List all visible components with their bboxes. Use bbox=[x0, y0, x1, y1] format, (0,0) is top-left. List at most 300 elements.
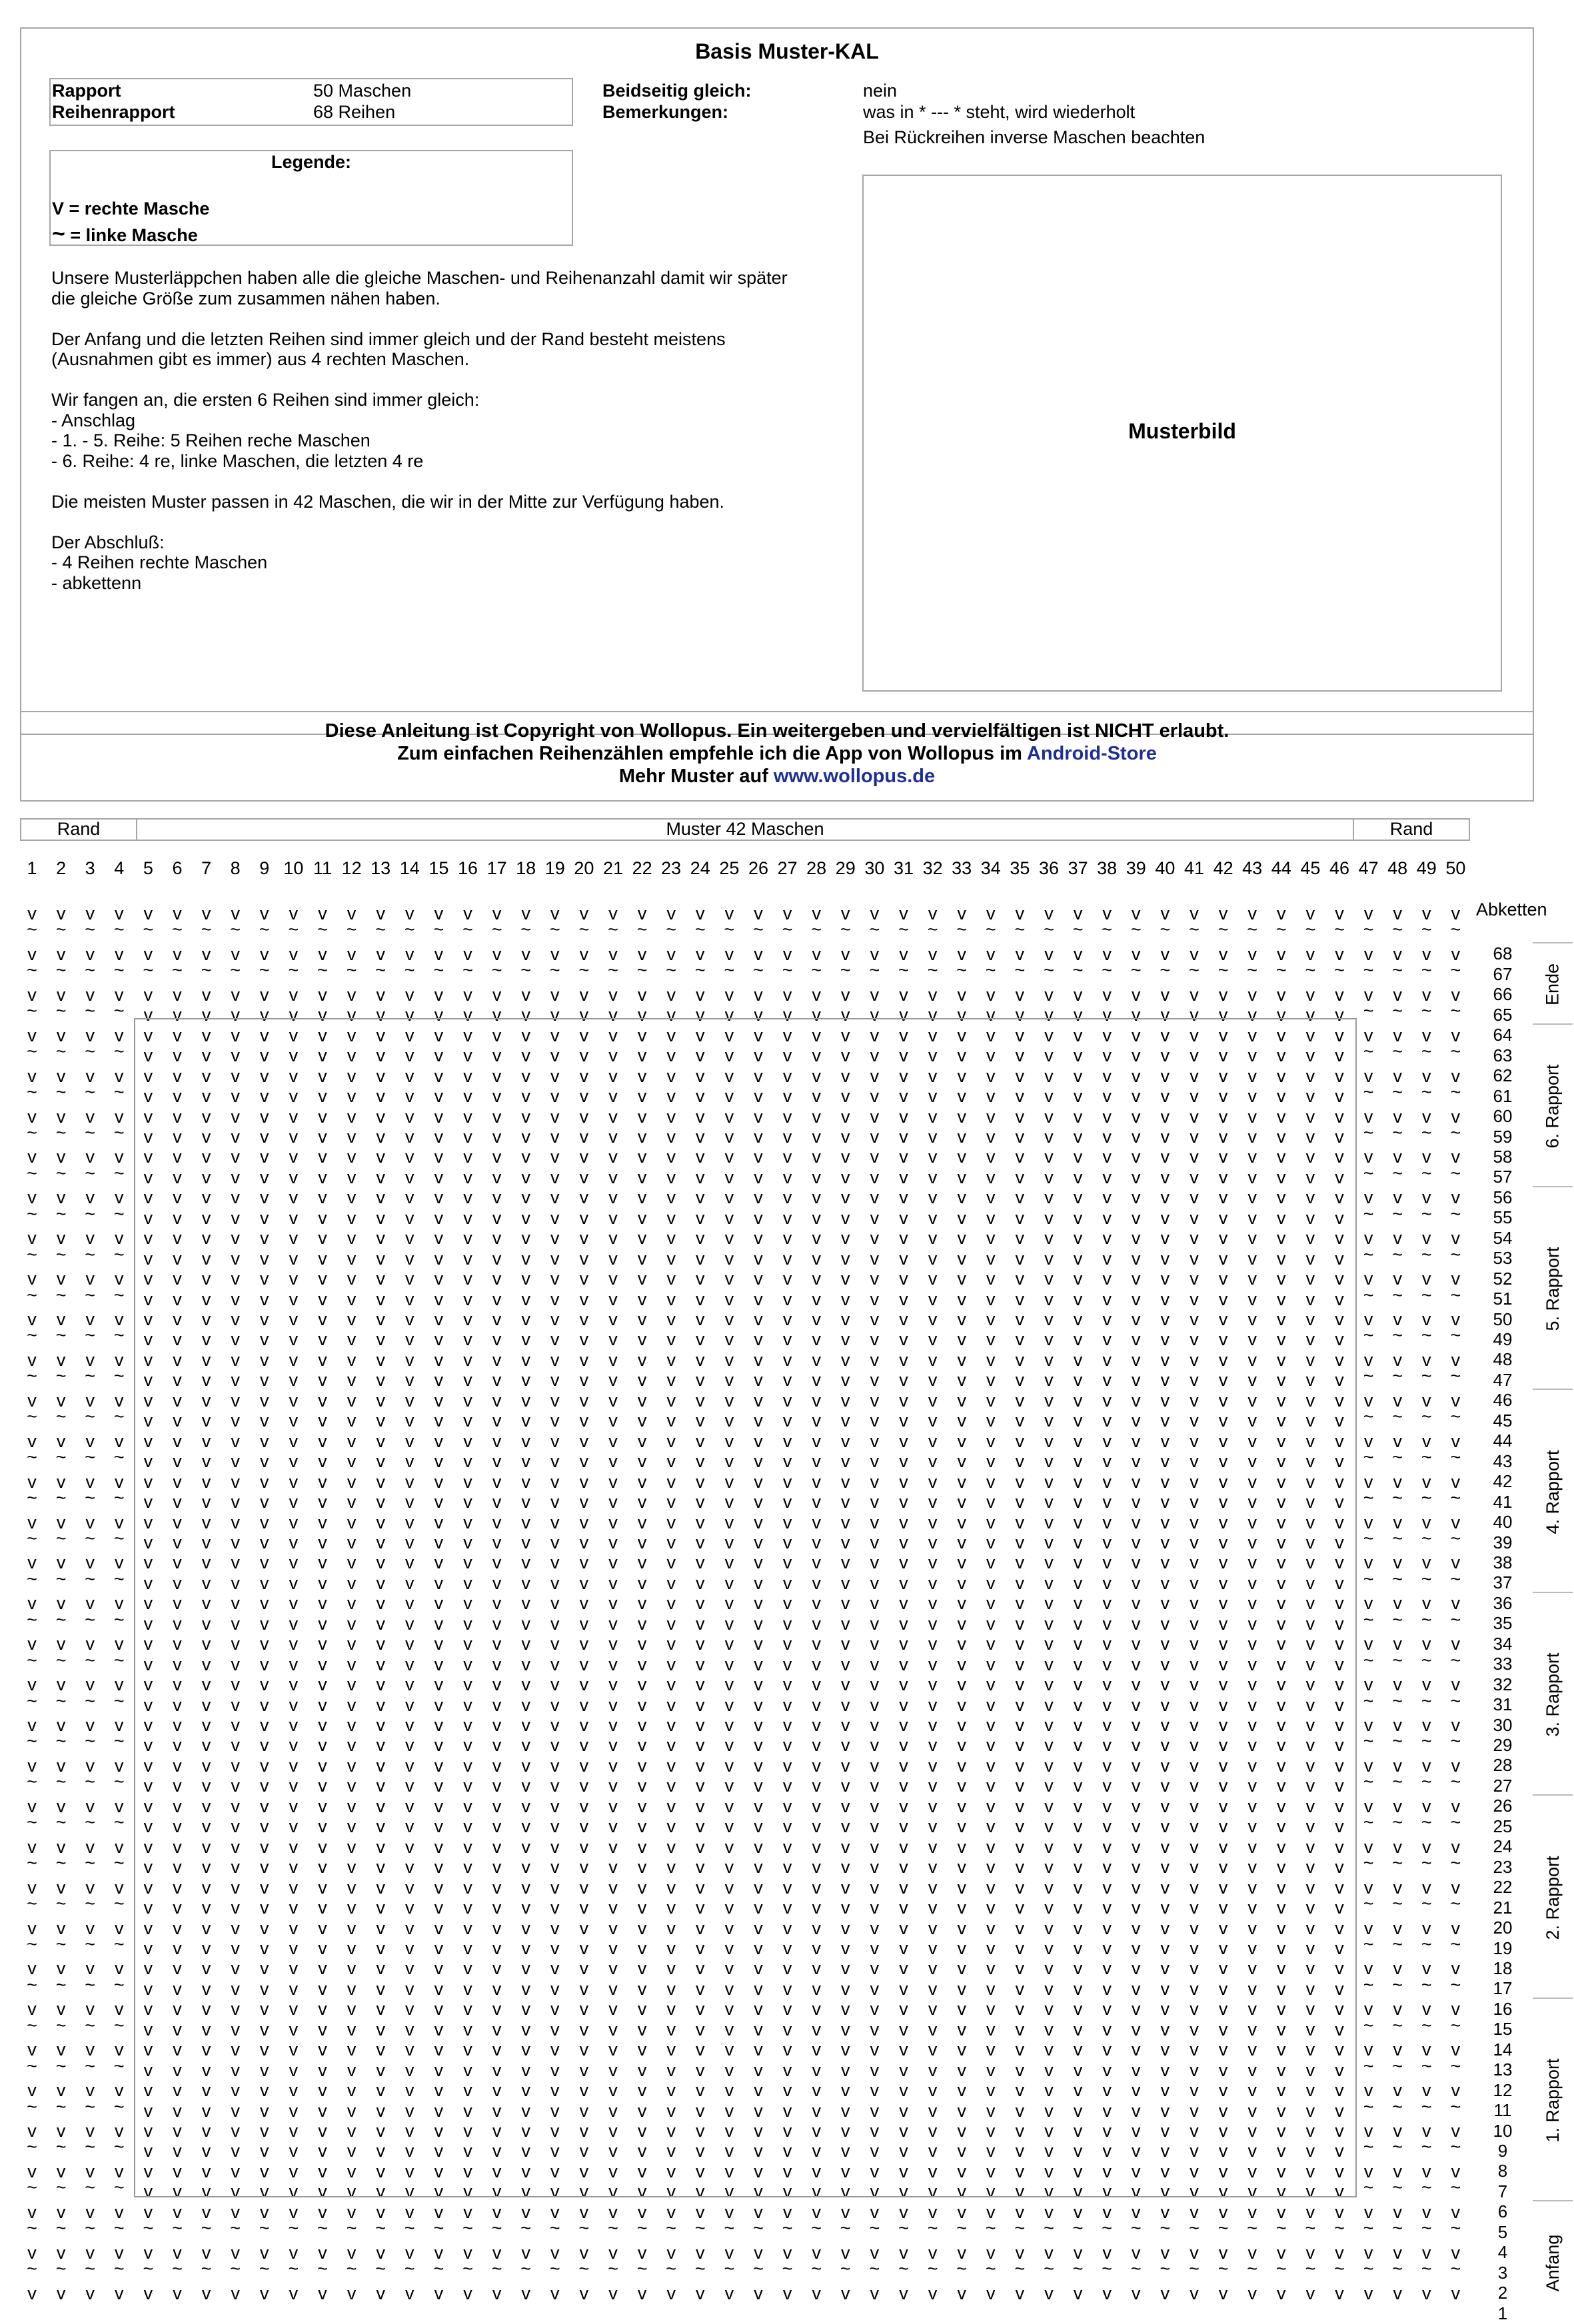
stitch: v bbox=[1189, 2121, 1199, 2141]
stitch: v bbox=[579, 2141, 589, 2161]
stitch: ~ bbox=[1450, 2015, 1461, 2035]
stitch: v bbox=[1247, 1552, 1257, 1573]
stitch: v bbox=[1073, 903, 1083, 923]
stitch: v bbox=[812, 1248, 821, 1269]
stitch: v bbox=[754, 2161, 763, 2181]
stitch: ~ bbox=[55, 1407, 67, 1427]
stitch: v bbox=[841, 1289, 850, 1309]
column-number: 3 bbox=[85, 858, 95, 878]
stitch: v bbox=[85, 1877, 95, 1898]
stitch: v bbox=[1335, 2080, 1344, 2101]
stitch: v bbox=[1015, 2201, 1025, 2222]
stitch: v bbox=[492, 1207, 502, 1228]
stitch: ~ bbox=[55, 2096, 67, 2117]
stitch: v bbox=[231, 1126, 240, 1147]
stitch: v bbox=[1073, 2141, 1083, 2161]
stitch: v bbox=[1044, 2242, 1054, 2263]
stitch: v bbox=[115, 1593, 124, 1614]
stitch: v bbox=[1160, 1471, 1170, 1492]
stitch: v bbox=[1247, 1512, 1257, 1532]
stitch: v bbox=[841, 2161, 850, 2181]
stitch: ~ bbox=[85, 919, 96, 940]
stitch: v bbox=[1363, 903, 1373, 923]
stitch: v bbox=[608, 1958, 618, 1979]
stitch: v bbox=[986, 903, 996, 923]
stitch: v bbox=[201, 1958, 211, 1979]
stitch: v bbox=[666, 1857, 676, 1878]
stitch: ~ bbox=[1450, 1407, 1461, 1427]
stitch: v bbox=[1247, 2181, 1257, 2202]
column-number: 25 bbox=[719, 858, 740, 878]
android-store-link[interactable]: Android-Store bbox=[1026, 743, 1157, 764]
stitch: ~ bbox=[956, 960, 968, 981]
stitch: v bbox=[463, 1147, 472, 1167]
stitch: v bbox=[724, 1674, 734, 1695]
stitch: v bbox=[724, 1329, 734, 1350]
stitch: v bbox=[899, 1776, 908, 1796]
row-number: 7 bbox=[1497, 2181, 1508, 2201]
stitch: v bbox=[521, 1309, 530, 1329]
stitch: v bbox=[434, 2242, 444, 2263]
stitch: v bbox=[492, 1248, 502, 1269]
stitch: v bbox=[201, 1228, 211, 1249]
stitch: ~ bbox=[1392, 1609, 1403, 1630]
stitch: v bbox=[1335, 1431, 1344, 1451]
stitch: v bbox=[318, 1572, 327, 1593]
stitch: v bbox=[1073, 1471, 1083, 1492]
row-number: 63 bbox=[1493, 1045, 1513, 1065]
stitch: v bbox=[696, 2100, 705, 2121]
stitch: v bbox=[782, 2121, 792, 2141]
stitch: v bbox=[201, 1572, 211, 1593]
stitch: v bbox=[1073, 2121, 1083, 2141]
stitch: v bbox=[1073, 1248, 1083, 1269]
stitch: v bbox=[289, 2080, 299, 2101]
stitch: v bbox=[201, 1390, 211, 1411]
stitch: v bbox=[754, 1776, 763, 1796]
stitch: v bbox=[754, 1715, 763, 1735]
stitch: v bbox=[782, 1086, 792, 1107]
stitch: v bbox=[1247, 2161, 1257, 2181]
stitch: v bbox=[1044, 2181, 1054, 2202]
stitch: v bbox=[1015, 1918, 1025, 1938]
stitch: v bbox=[201, 2141, 211, 2161]
stitch: v bbox=[376, 1086, 385, 1107]
stitch: ~ bbox=[1450, 1122, 1461, 1143]
stitch: v bbox=[405, 1674, 414, 1695]
stitch: v bbox=[579, 1248, 589, 1269]
stitch: v bbox=[1044, 1228, 1054, 1249]
stitch: v bbox=[347, 1715, 357, 1735]
stitch: v bbox=[143, 1269, 153, 1289]
stitch: v bbox=[318, 1674, 327, 1695]
stitch: v bbox=[841, 2201, 850, 2222]
stitch: v bbox=[899, 2141, 908, 2161]
column-number: 28 bbox=[806, 858, 827, 878]
stitch: v bbox=[579, 1836, 589, 1857]
stitch: v bbox=[143, 2181, 153, 2202]
stitch: ~ bbox=[55, 1488, 67, 1508]
stitch: v bbox=[870, 1126, 880, 1147]
stitch: ~ bbox=[1189, 2218, 1199, 2239]
stitch: v bbox=[550, 1918, 560, 1938]
stitch: v bbox=[637, 1715, 647, 1735]
stitch: v bbox=[1393, 2161, 1402, 2181]
stitch: v bbox=[957, 1674, 966, 1695]
intro-line: Wir fangen an, die ersten 6 Reihen sind immer gleich: bbox=[51, 390, 480, 410]
stitch: v bbox=[899, 1106, 908, 1127]
stitch: v bbox=[1015, 1025, 1025, 1045]
stitch: v bbox=[1247, 1025, 1257, 1045]
stitch: v bbox=[899, 1228, 908, 1249]
row-number: 27 bbox=[1493, 1775, 1513, 1796]
stitch: v bbox=[579, 1228, 589, 1249]
row-number: 56 bbox=[1493, 1187, 1513, 1207]
stitch: v bbox=[1335, 2201, 1344, 2222]
stitch: v bbox=[899, 2242, 908, 2263]
stitch: v bbox=[143, 1451, 153, 1472]
stitch: v bbox=[463, 1836, 472, 1857]
wollopus-link[interactable]: www.wollopus.de bbox=[773, 766, 936, 787]
stitch: v bbox=[782, 1836, 792, 1857]
stitch: v bbox=[289, 1005, 299, 1025]
stitch: v bbox=[1160, 1451, 1170, 1472]
stitch: v bbox=[1160, 1634, 1170, 1654]
stitch: v bbox=[637, 1228, 647, 1249]
stitch: v bbox=[579, 1471, 589, 1492]
stitch: v bbox=[1363, 1877, 1373, 1898]
stitch: v bbox=[434, 943, 444, 964]
stitch: v bbox=[870, 2039, 880, 2060]
stitch: ~ bbox=[1392, 1974, 1403, 1995]
stitch: ~ bbox=[1392, 1203, 1403, 1224]
stitch: v bbox=[1305, 984, 1315, 1005]
stitch: v bbox=[812, 984, 821, 1005]
stitch: v bbox=[289, 2141, 299, 2161]
column-number: 39 bbox=[1126, 858, 1146, 878]
column-number: 49 bbox=[1416, 858, 1437, 878]
stitch: v bbox=[463, 1674, 472, 1695]
stitch: v bbox=[1073, 984, 1083, 1005]
stitch: v bbox=[812, 1086, 821, 1107]
stitch: ~ bbox=[317, 960, 328, 981]
stitch: v bbox=[870, 1370, 880, 1391]
stitch: ~ bbox=[113, 1366, 125, 1387]
stitch: v bbox=[173, 2181, 182, 2202]
stitch: ~ bbox=[27, 1366, 37, 1387]
stitch: ~ bbox=[1363, 1244, 1374, 1265]
stitch: v bbox=[463, 2141, 472, 2161]
stitch: v bbox=[318, 2121, 327, 2141]
stitch: v bbox=[260, 1694, 269, 1715]
stitch: v bbox=[492, 1167, 502, 1187]
stitch: v bbox=[666, 1674, 676, 1695]
stitch: v bbox=[27, 1715, 37, 1735]
stitch: ~ bbox=[1421, 1894, 1432, 1914]
stitch: v bbox=[463, 1411, 472, 1431]
column-number: 11 bbox=[313, 858, 333, 878]
stitch: v bbox=[1044, 1329, 1054, 1350]
stitch: v bbox=[173, 1735, 182, 1756]
stitch: v bbox=[608, 1187, 618, 1208]
row-number: 65 bbox=[1493, 1004, 1513, 1025]
stitch: v bbox=[1015, 1411, 1025, 1431]
stitch: v bbox=[521, 1269, 530, 1289]
stitch: ~ bbox=[346, 2218, 357, 2239]
stitch: v bbox=[696, 1086, 705, 1107]
stitch: v bbox=[1160, 1349, 1170, 1370]
stitch: v bbox=[347, 1634, 357, 1654]
stitch: v bbox=[1218, 1147, 1228, 1167]
stitch: v bbox=[231, 1411, 240, 1431]
stitch: v bbox=[666, 1796, 676, 1816]
stitch: v bbox=[928, 1836, 938, 1857]
stitch: v bbox=[1277, 1471, 1286, 1492]
stitch: v bbox=[666, 984, 676, 1005]
stitch: v bbox=[1102, 1715, 1112, 1735]
stitch: ~ bbox=[491, 960, 502, 981]
stitch: ~ bbox=[55, 1731, 67, 1752]
stitch: v bbox=[1277, 1694, 1286, 1715]
stitch: v bbox=[782, 984, 792, 1005]
row-number: 23 bbox=[1493, 1856, 1513, 1877]
stitch: v bbox=[376, 1978, 385, 1999]
stitch: v bbox=[1335, 1715, 1344, 1735]
stitch: v bbox=[608, 1978, 618, 1999]
stitch: v bbox=[376, 1654, 385, 1674]
stitch: v bbox=[463, 1471, 472, 1492]
stitch: v bbox=[492, 2283, 502, 2303]
stitch: v bbox=[666, 2080, 676, 2101]
stitch: v bbox=[376, 1755, 385, 1776]
stitch: v bbox=[579, 1451, 589, 1472]
stitch: v bbox=[1247, 1106, 1257, 1127]
stitch: v bbox=[347, 1816, 357, 1837]
stitch: v bbox=[1305, 1248, 1315, 1269]
stitch: v bbox=[724, 1451, 734, 1472]
stitch: v bbox=[550, 1492, 560, 1512]
stitch: v bbox=[1073, 2080, 1083, 2101]
stitch: v bbox=[782, 1471, 792, 1492]
stitch: v bbox=[1073, 1694, 1083, 1715]
stitch: v bbox=[870, 1694, 880, 1715]
stitch: v bbox=[405, 1816, 414, 1837]
stitch: v bbox=[27, 1187, 37, 1208]
stitch: v bbox=[85, 2161, 95, 2181]
stitch: v bbox=[318, 1187, 327, 1208]
row-number: 18 bbox=[1493, 1958, 1513, 1978]
stitch: ~ bbox=[1421, 1041, 1432, 1062]
stitch: v bbox=[1015, 1248, 1025, 1269]
stitch: v bbox=[696, 1045, 705, 1066]
stitch: v bbox=[1044, 1106, 1054, 1127]
stitch: v bbox=[1247, 1370, 1257, 1391]
stitch: v bbox=[492, 1613, 502, 1634]
stitch: v bbox=[550, 943, 560, 964]
stitch: v bbox=[724, 1228, 734, 1249]
stitch: v bbox=[928, 1147, 938, 1167]
stitch: v bbox=[1422, 2201, 1431, 2222]
stitch: v bbox=[899, 1451, 908, 1472]
stitch: v bbox=[376, 1613, 385, 1634]
stitch: v bbox=[376, 1512, 385, 1532]
stitch: v bbox=[115, 1025, 124, 1045]
stitch: v bbox=[463, 1005, 472, 1025]
stitch: v bbox=[318, 1776, 327, 1796]
stitch: v bbox=[260, 1106, 269, 1127]
stitch: v bbox=[201, 1167, 211, 1187]
stitch: v bbox=[1305, 1654, 1315, 1674]
stitch: v bbox=[521, 2141, 530, 2161]
row-number: 12 bbox=[1493, 2079, 1513, 2100]
stitch: v bbox=[463, 1248, 472, 1269]
stitch: v bbox=[666, 1086, 676, 1107]
stitch: v bbox=[231, 2019, 240, 2039]
stitch: v bbox=[841, 1451, 850, 1472]
stitch: v bbox=[1247, 1147, 1257, 1167]
stitch: v bbox=[1277, 1045, 1286, 1066]
stitch: v bbox=[1422, 2039, 1431, 2060]
stitch: ~ bbox=[666, 2259, 677, 2279]
stitch: ~ bbox=[433, 960, 444, 981]
stitch: v bbox=[841, 1207, 850, 1228]
stitch: ~ bbox=[1044, 2259, 1054, 2279]
stitch: v bbox=[521, 1045, 530, 1066]
stitch: ~ bbox=[113, 1041, 125, 1062]
stitch: v bbox=[231, 1836, 240, 1857]
stitch: v bbox=[1335, 1898, 1344, 1918]
stitch: v bbox=[1277, 1147, 1286, 1167]
stitch: v bbox=[986, 1269, 996, 1289]
stitch: v bbox=[1015, 1776, 1025, 1796]
stitch: v bbox=[347, 1005, 357, 1025]
stitch: v bbox=[1422, 2242, 1431, 2263]
pattern-area-frame bbox=[134, 1018, 1357, 2197]
stitch: v bbox=[1102, 2059, 1112, 2080]
stitch: v bbox=[231, 1634, 240, 1654]
stitch: ~ bbox=[113, 1974, 125, 1995]
section-separator bbox=[1533, 1389, 1573, 1390]
stitch: v bbox=[376, 1370, 385, 1391]
stitch: v bbox=[608, 1349, 618, 1370]
stitch: v bbox=[696, 1269, 705, 1289]
stitch: v bbox=[899, 1289, 908, 1309]
stitch: v bbox=[434, 1187, 444, 1208]
stitch: ~ bbox=[724, 960, 735, 981]
stitch: v bbox=[405, 2100, 414, 2121]
stitch: v bbox=[463, 2121, 472, 2141]
stitch: v bbox=[666, 2100, 676, 2121]
stitch: v bbox=[928, 1207, 938, 1228]
legend-title: Legende: bbox=[271, 152, 351, 172]
stitch: v bbox=[115, 903, 124, 923]
stitch: v bbox=[957, 1816, 966, 1837]
stitch: v bbox=[318, 1796, 327, 1816]
stitch: v bbox=[1160, 2039, 1170, 2060]
stitch: ~ bbox=[1363, 1447, 1374, 1468]
stitch: v bbox=[289, 1877, 299, 1898]
stitch: v bbox=[579, 1289, 589, 1309]
stitch: v bbox=[666, 1492, 676, 1512]
stitch: v bbox=[434, 1349, 444, 1370]
stitch: v bbox=[637, 2201, 647, 2222]
stitch: v bbox=[841, 1086, 850, 1107]
stitch: v bbox=[899, 1978, 908, 1999]
stitch: v bbox=[1305, 1938, 1315, 1958]
stitch: v bbox=[318, 1207, 327, 1228]
stitch: ~ bbox=[113, 1488, 125, 1508]
stitch: v bbox=[841, 1796, 850, 1816]
stitch: v bbox=[782, 2059, 792, 2080]
row-number: 6 bbox=[1497, 2201, 1508, 2222]
stitch: v bbox=[1189, 2100, 1199, 2121]
stitch: v bbox=[957, 2100, 966, 2121]
stitch: v bbox=[143, 1816, 153, 1837]
stitch: v bbox=[812, 1755, 821, 1776]
stitch: v bbox=[637, 1938, 647, 1958]
stitch: v bbox=[143, 1228, 153, 1249]
stitch: ~ bbox=[1363, 1772, 1374, 1792]
stitch: ~ bbox=[55, 919, 67, 940]
stitch: v bbox=[1044, 2201, 1054, 2222]
stitch: ~ bbox=[230, 2259, 241, 2279]
stitch: v bbox=[841, 984, 850, 1005]
column-number: 9 bbox=[259, 858, 270, 878]
stitch: v bbox=[347, 2080, 357, 2101]
stitch: ~ bbox=[85, 1082, 96, 1103]
stitch: ~ bbox=[317, 919, 328, 940]
stitch: v bbox=[27, 2121, 37, 2141]
stitch: v bbox=[1102, 1999, 1112, 2020]
stitch: v bbox=[637, 1492, 647, 1512]
stitch: v bbox=[376, 1857, 385, 1878]
stitch: v bbox=[463, 1918, 472, 1938]
stitch: v bbox=[957, 2242, 966, 2263]
stitch: v bbox=[1015, 2039, 1025, 2060]
stitch: ~ bbox=[1363, 2096, 1374, 2117]
stitch: v bbox=[724, 1999, 734, 2020]
stitch: v bbox=[1189, 1106, 1199, 1127]
stitch: v bbox=[1305, 1147, 1315, 1167]
stitch: v bbox=[201, 1065, 211, 1086]
stitch: v bbox=[870, 1715, 880, 1735]
stitch: v bbox=[957, 2141, 966, 2161]
stitch: v bbox=[376, 2201, 385, 2222]
abketten-label: Abketten bbox=[1476, 899, 1547, 919]
stitch: v bbox=[1247, 2080, 1257, 2101]
stitch: v bbox=[1393, 1958, 1402, 1979]
stitch: v bbox=[1393, 1349, 1402, 1370]
stitch: v bbox=[608, 1898, 618, 1918]
stitch: ~ bbox=[113, 1894, 125, 1914]
stitch: ~ bbox=[724, 919, 735, 940]
stitch: v bbox=[1132, 1370, 1141, 1391]
stitch: v bbox=[1218, 1512, 1228, 1532]
stitch: v bbox=[782, 1958, 792, 1979]
stitch: v bbox=[1044, 1715, 1054, 1735]
stitch: v bbox=[1160, 1532, 1170, 1552]
stitch: v bbox=[899, 1552, 908, 1573]
column-number: 42 bbox=[1213, 858, 1233, 878]
stitch: v bbox=[1335, 2039, 1344, 2060]
stitch: v bbox=[1393, 1552, 1402, 1573]
stitch: v bbox=[1305, 1309, 1315, 1329]
stitch: v bbox=[1393, 1755, 1402, 1776]
stitch: v bbox=[201, 984, 211, 1005]
stitch: ~ bbox=[898, 919, 909, 940]
stitch: v bbox=[1277, 1572, 1286, 1593]
stitch: ~ bbox=[27, 1325, 37, 1346]
